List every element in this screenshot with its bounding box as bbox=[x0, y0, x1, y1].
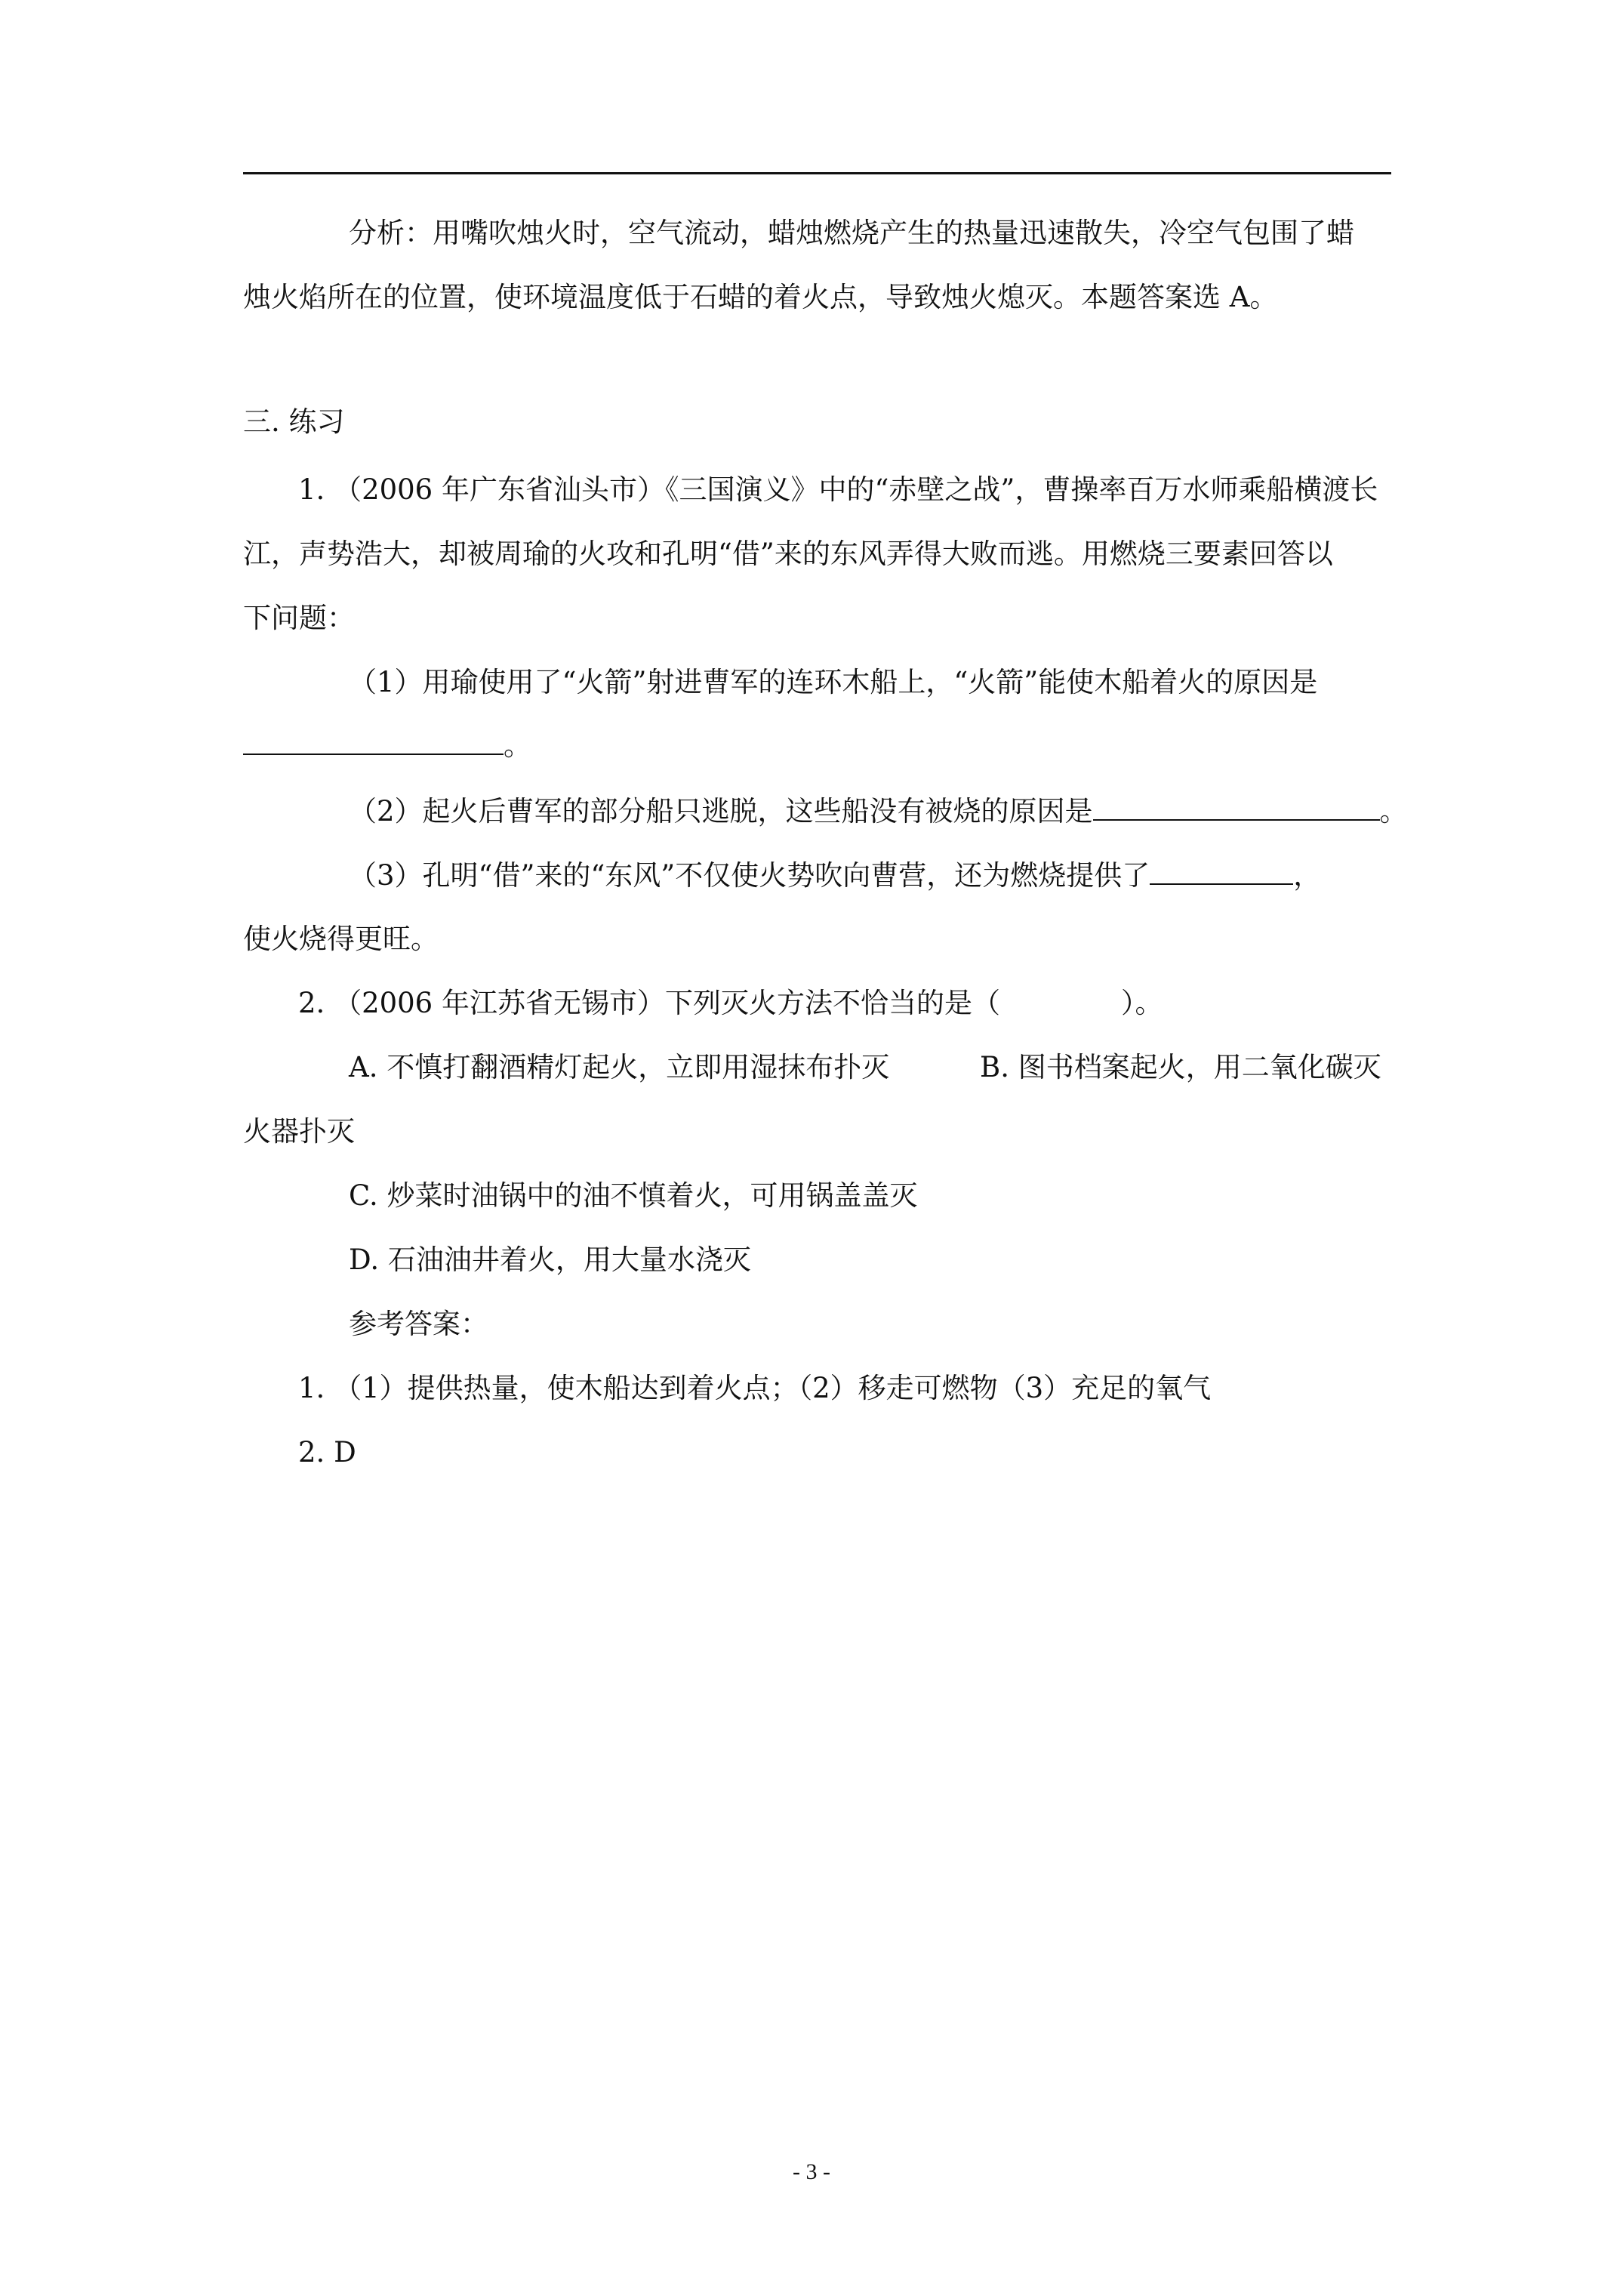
q2-option-b-cont: 火器扑灭 bbox=[243, 1115, 355, 1148]
q2-option-b: B. 图书档案起火，用二氧化碳灭 bbox=[980, 1051, 1381, 1083]
section-heading: 三. 练习 bbox=[243, 405, 345, 438]
q2-option-d: D. 石油油井着火，用大量水浇灭 bbox=[349, 1244, 751, 1276]
q2-stem-text: 2. （2006 年江苏省无锡市）下列灭火方法不恰当的是（ bbox=[298, 987, 1000, 1019]
answer-blank-3[interactable] bbox=[1150, 861, 1293, 885]
analysis-line-2: 烛火焰所在的位置，使环境温度低于石蜡的着火点，导致烛火熄灭。本题答案选 A。 bbox=[243, 281, 1278, 313]
q2-option-c: C. 炒菜时油锅中的油不慎着火，可用锅盖盖灭 bbox=[349, 1179, 918, 1212]
answer-blank-2[interactable] bbox=[1093, 797, 1380, 821]
q1-sub2-end: 。 bbox=[1379, 795, 1408, 827]
q1-sub3-line bbox=[349, 859, 1322, 892]
answer-1: 1. （1）提供热量，使木船达到着火点；（2）移走可燃物（3）充足的氧气 bbox=[298, 1372, 1212, 1404]
q1-sub3-line-2: 使火烧得更旺。 bbox=[243, 923, 439, 955]
header-rule bbox=[243, 172, 1391, 174]
q2-option-a: A. 不慎打翻酒精灯起火，立即用湿抹布扑灭 bbox=[349, 1051, 890, 1083]
answer-blank-1[interactable] bbox=[243, 731, 504, 755]
q2-stem-end: ）。 bbox=[1121, 987, 1163, 1019]
q1-sub2-line bbox=[349, 797, 1408, 825]
q2-stem bbox=[298, 989, 1163, 1017]
page-number: - 3 - bbox=[793, 2159, 830, 2184]
answer-2: 2. D bbox=[298, 1436, 356, 1469]
q1-sub1-end: 。 bbox=[504, 729, 531, 762]
q1-line-2: 江，声势浩大，却被周瑜的火攻和孔明“借”来的东风弄得大败而逃。用燃烧三要素回答以 bbox=[243, 538, 1333, 570]
q1-sub1-line-2 bbox=[243, 731, 531, 760]
q1-line-1: 1. （2006 年广东省汕头市）《三国演义》中的“赤壁之战”，曹操率百万水师乘船横渡长 bbox=[298, 473, 1378, 506]
q1-sub3-end: ， bbox=[1293, 859, 1322, 892]
answers-heading: 参考答案： bbox=[349, 1308, 488, 1340]
q1-line-3: 下问题： bbox=[243, 602, 355, 634]
q1-sub1-line-1: （1）用瑜使用了“火箭”射进曹军的连环木船上，“火箭”能使木船着火的原因是 bbox=[349, 666, 1318, 698]
q1-sub3-text: （3）孔明“借”来的“东风”不仅使火势吹向曹营，还为燃烧提供了 bbox=[349, 859, 1150, 892]
analysis-line-1: 分析：用嘴吹烛火时，空气流动，蜡烛燃烧产生的热量迅速散失，冷空气包围了蜡 bbox=[349, 217, 1354, 249]
q1-sub2-text: （2）起火后曹军的部分船只逃脱，这些船没有被烧的原因是 bbox=[349, 795, 1093, 827]
